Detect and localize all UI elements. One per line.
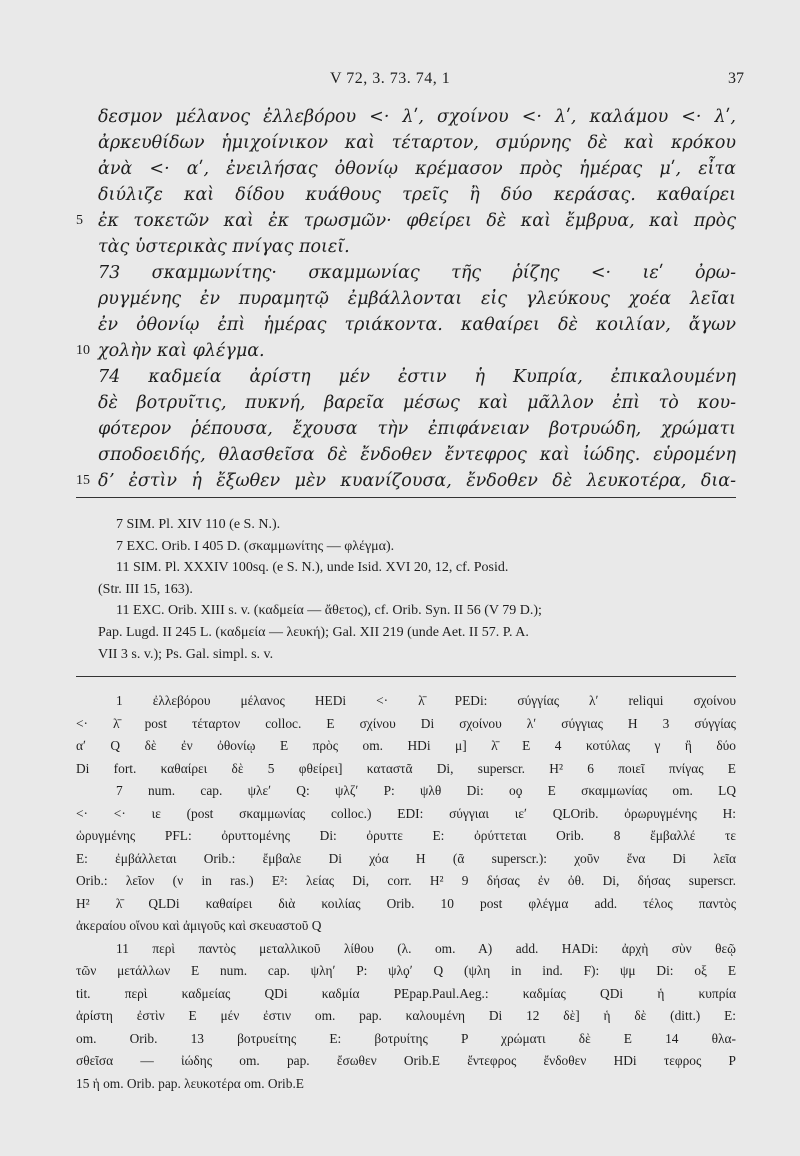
apparatus-line: ὡρυγμένης PFL: ὀρυττομένης Di: ὀρυττε E: ὀρύττεται Orib. 8 ἔμβαλλέ τε (76, 828, 736, 843)
line-text: δεσμον μέλανος ἐλλεβόρου <· λʹ, σχοίνου <· λʹ, καλάμου <· λʹ, (98, 107, 736, 127)
apparatus-line: Di fort. καθαίρει δὲ 5 φθείρει] καταστᾶ Di, superscr. H² 6 ποιεῖ πνίγας E (76, 760, 736, 776)
text-line (76, 286, 736, 312)
testimonia-line: 7 EXC. Orib. I 405 D. (σκαμμωνίτης — φλέγμα). (116, 538, 395, 554)
apparatus-line: ἀρίστη ἐστὶν E μέν ἐστιν om. pap. καλουμένη Di 12 δὲ] ἡ δὲ (ditt.) E: (76, 1008, 736, 1023)
apparatus-line: σθεῖσα — ἰώδης om. pap. ἔσωθεν Orib.E ἔντεφρος ἔνδοθεν HDi τεφρος P (76, 1053, 736, 1068)
line-text: διύλιζε καὶ δίδου κυάθους τρεῖς ἢ δύο κεράσας. καθαίρει (98, 185, 736, 205)
testimonia-rule (76, 497, 736, 498)
apparatus-line: αʹ Q δὲ ἐν ὀθονίῳ E πρὸς om. HDi μ] λ̄ E 4 κοτύλας γ ἢ δύο (76, 738, 736, 753)
apparatus-line: 15 ἡ om. Orib. pap. λευκοτέρα om. Orib.E (76, 1075, 304, 1091)
text-line (76, 312, 736, 338)
line-text: ρυγμένης ἐν πυραμητῷ ἐμβάλλονται εἰς γλεύκους χοέα λεῖαι (98, 289, 736, 309)
text-line (76, 156, 736, 182)
line-text: 74 καδμεία ἀρίστη μέν ἐστιν ἡ Κυπρία, ἐπικαλουμένη (98, 367, 736, 387)
line-number: 15 (76, 473, 90, 488)
apparatus-line: τῶν μετάλλων E num. cap. ψληʹ P: ψλϙʹ Q (ψλη in ind. F): ψμ Di: οξ E (76, 963, 736, 978)
line-number: 5 (76, 213, 83, 228)
testimonia-line: VII 3 s. v.); Ps. Gal. simpl. s. v. (98, 646, 274, 662)
apparatus-line: Orib.: λεῖον (ν in ras.) E²: λείας Di, corr. H² 9 δήσας ἐν ὀθ. Di, δήσας superscr. (76, 873, 736, 888)
text-line (76, 416, 736, 442)
text-line (76, 442, 736, 468)
line-text: ἐκ τοκετῶν καὶ ἐκ τρωσμῶν· φθείρει δὲ καὶ ἔμβρυα, καὶ πρὸς (98, 211, 736, 231)
line-text: δὲ βοτρυῖτις, πυκνή, βαρεῖα μέσως καὶ μᾶλλον ἐπὶ τὸ κου- (98, 393, 736, 413)
text-line (76, 182, 736, 208)
testimonia-line: 11 EXC. Orib. XIII s. v. (καδμεία — ἄθετος), cf. Orib. Syn. II 56 (V 79 D.); (116, 603, 542, 619)
page-number: 37 (728, 70, 744, 87)
line-text: τὰς ὑστερικὰς πνίγας ποιεῖ. (98, 237, 350, 257)
text-line (76, 260, 736, 286)
text-line (76, 468, 736, 494)
text-line (76, 104, 736, 130)
text-line (76, 338, 736, 364)
text-line (76, 364, 736, 390)
line-text: 73 σκαμμωνίτης· σκαμμωνίας τῆς ῥίζης <· ιεʹ ὀρω- (98, 263, 736, 283)
line-text: χολὴν καὶ φλέγμα. (98, 341, 265, 361)
section-reference: V 72, 3. 73. 74, 1 (330, 70, 451, 87)
apparatus-rule (76, 676, 736, 677)
text-line (76, 390, 736, 416)
apparatus-line: om. Orib. 13 βοτρυείτης E: βοτρυίτης P χρώματι δὲ E 14 θλα- (76, 1030, 736, 1046)
critical-apparatus (76, 690, 736, 1095)
apparatus-line: 7 num. cap. ψλεʹ Q: ψλζʹ P: ψλθ Di: οϙ E σκαμμωνίας om. LQ (116, 783, 736, 798)
line-text: ἐν ὀθονίῳ ἐπὶ ἡμέρας τριάκοντα. καθαίρει δὲ κοιλίαν, ἄγων (98, 315, 736, 335)
apparatus-line: E: ἐμβάλλεται Orib.: ἔμβαλε Di χόα H (ᾶ superscr.): χοῦν ἕνα Di λεῖα (76, 850, 736, 866)
main-greek-text (76, 104, 736, 494)
line-text: ἀρκευθίδων ἡμιχοίνικον καὶ τέταρτον, σμύρνης δὲ καὶ κρόκου (98, 133, 736, 153)
apparatus-line: 11 περὶ παντὸς μεταλλικοῦ λίθου (λ. om. A) add. HADi: ἀρχὴ σὺν θεῷ (116, 940, 736, 956)
line-text: δʼ ἐστὶν ἡ ἔξωθεν μὲν κυανίζουσα, ἔνδοθεν δὲ λευκοτέρα, δια- (98, 471, 736, 491)
apparatus-line: 1 ἐλλεβόρου μέλανος HEDi <· λ̄ PEDi: σύγγίας λʹ reliqui σχοίνου (116, 693, 736, 708)
line-number: 10 (76, 343, 90, 358)
line-text: ἀνὰ <· αʹ, ἐνειλήσας ὀθονίῳ κρέμασον πρὸς ἡμέρας μʹ, εἶτα (98, 159, 736, 179)
text-line (76, 208, 736, 234)
text-line (76, 130, 736, 156)
apparatus-line: <· λ̄ post τέταρτον colloc. E σχίνου Di σχοίνου λʹ σύγγιας H 3 σύγγίας (76, 715, 736, 731)
testimonia-line: 7 SIM. Pl. XIV 110 (e S. N.). (116, 517, 281, 532)
testimonia-line: 11 SIM. Pl. XXXIV 100sq. (e S. N.), unde Isid. XVI 20, 12, cf. Posid. (116, 560, 509, 576)
apparatus-line: tit. περὶ καδμείας QDi καδμία PEpap.Paul.Aeg.: καδμίας QDi ἡ κυπρία (76, 985, 736, 1001)
apparatus-line: <· <· ιε (post σκαμμωνίας colloc.) EDI: σύγγιαι ιεʹ QLOrib. ὀρωρυγμένης H: (76, 805, 736, 821)
running-head (0, 70, 800, 92)
apparatus-line: ἀκεραίου οἴνου καὶ ἀμιγοῦς καὶ σκευαστοῦ Q (76, 918, 322, 933)
line-text: φότερον ῥέπουσα, ἔχουσα τὴν ἐπιφάνειαν βοτρυώδη, χρώματι (98, 419, 736, 439)
testimonia-block (98, 514, 738, 665)
testimonia-line: Pap. Lugd. II 245 L. (καδμεία — λευκή); Gal. XII 219 (unde Aet. II 57. P. A. (98, 624, 529, 640)
line-text: σποδοειδής, θλασθεῖσα δὲ ἔνδοθεν ἔντεφρος καὶ ἰώδης. εὑρομένη (98, 445, 736, 465)
testimonia-line: (Str. III 15, 163). (98, 581, 193, 597)
apparatus-line: H² λ̄ QLDi καθαίρει διὰ κοιλίας Orib. 10 post φλέγμα add. τέλος παντὸς (76, 895, 736, 911)
text-line (76, 234, 736, 260)
